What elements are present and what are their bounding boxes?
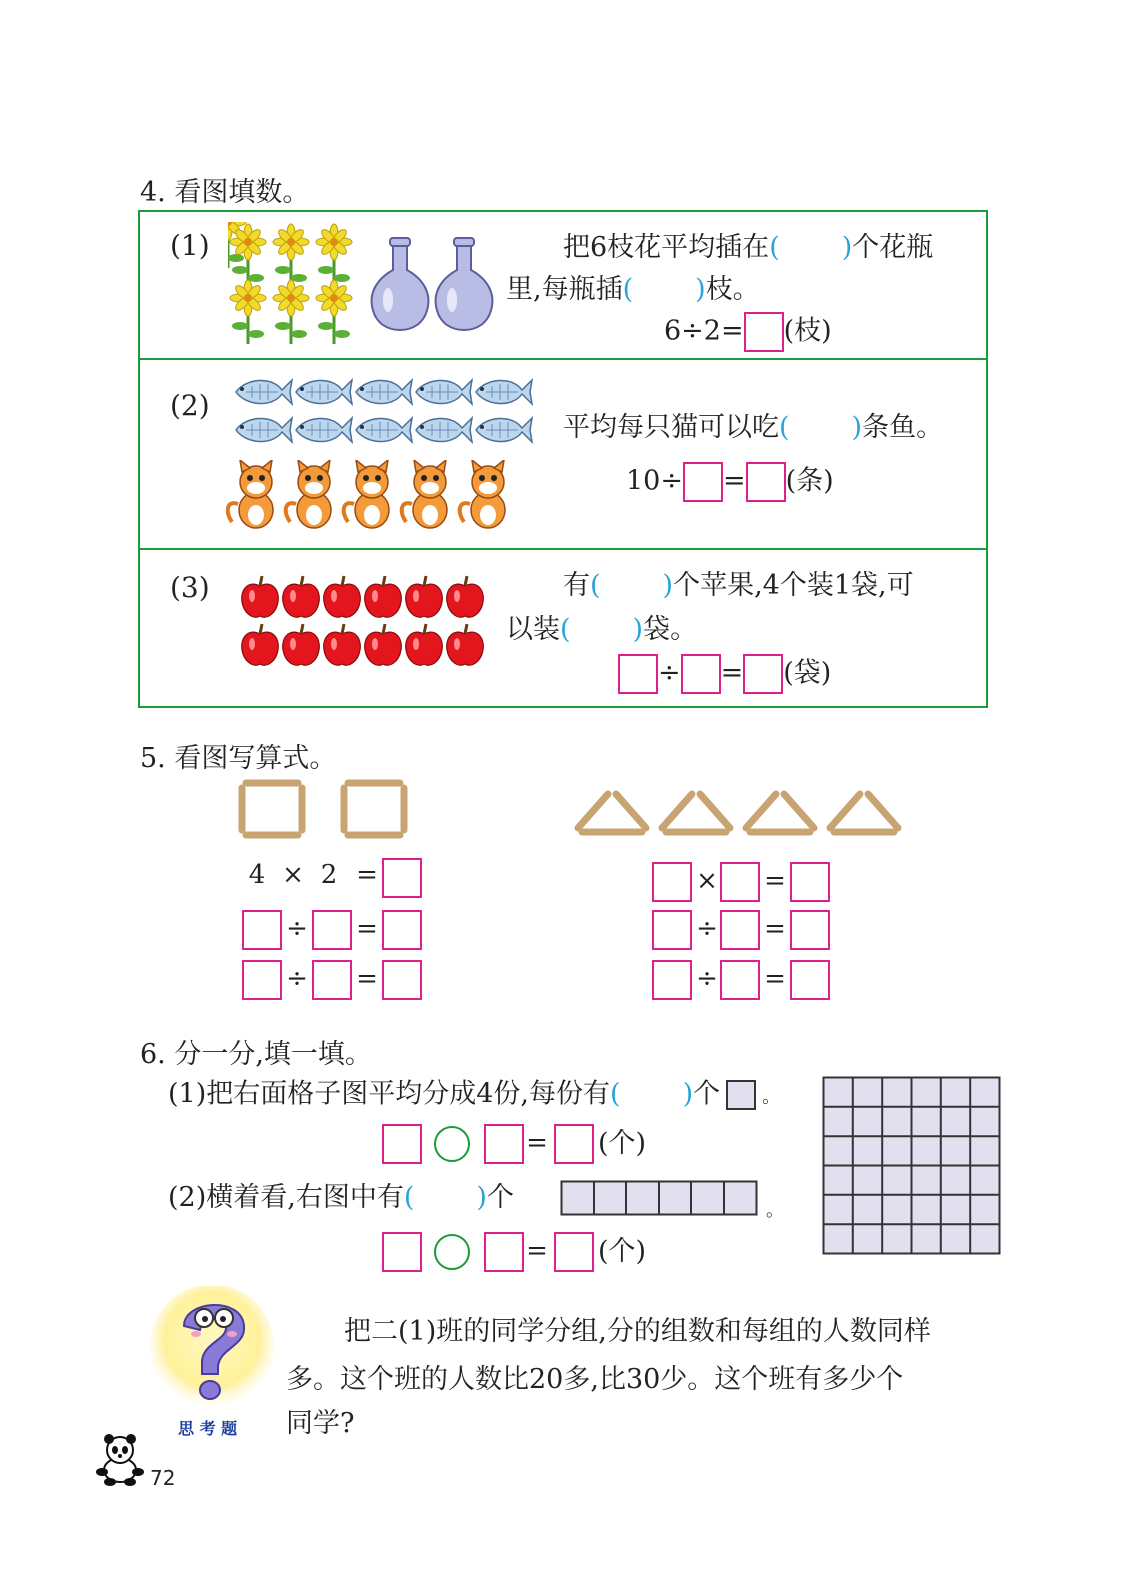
answer-box[interactable] <box>790 960 830 1000</box>
answer-box[interactable] <box>382 858 422 898</box>
answer-box[interactable] <box>382 1124 422 1164</box>
answer-box[interactable] <box>743 654 783 694</box>
q4-title: 4. 看图填数。 <box>140 177 310 208</box>
q5-div-sign: ÷ <box>286 914 308 944</box>
operator-circle[interactable] <box>434 1126 470 1162</box>
answer-box[interactable] <box>652 862 692 902</box>
q5-mul-sign: × <box>696 866 718 896</box>
panda-icon <box>92 1432 148 1486</box>
answer-box[interactable] <box>554 1124 594 1164</box>
answer-box[interactable] <box>242 960 282 1000</box>
q4-p2-number: (2) <box>170 389 210 422</box>
q4-p3-number: (3) <box>170 571 210 604</box>
q5-left-num: 4 <box>248 860 266 890</box>
q4-p3-line2: 以装( )袋。 <box>506 614 698 645</box>
question-mark-mascot-icon <box>150 1286 276 1414</box>
q6-p1-text: (1)把右面格子图平均分成4份,每份有( )个 。 <box>168 1078 781 1110</box>
answer-box[interactable] <box>242 910 282 950</box>
answer-box[interactable] <box>744 312 784 352</box>
q4-p1-number: (1) <box>170 229 210 262</box>
q4-p3-equation: ÷ = (袋) <box>618 654 831 694</box>
q5-eq-sign: = <box>764 914 786 944</box>
answer-box[interactable] <box>382 910 422 950</box>
operator-circle[interactable] <box>434 1234 470 1270</box>
page-number: 72 <box>150 1466 176 1490</box>
answer-box[interactable] <box>790 862 830 902</box>
answer-box[interactable] <box>790 910 830 950</box>
six-by-six-grid-image <box>822 1076 1002 1256</box>
q6-eq-sign: = <box>526 1236 548 1266</box>
q4-p3-line1: 有( )个苹果,4个装1袋,可 <box>563 570 914 601</box>
q5-left-num: 2 <box>320 860 338 890</box>
q5-eq-sign: = <box>356 860 378 890</box>
q6-p2-text: (2)横着看,右图中有( )个 <box>168 1182 514 1213</box>
think-line-3: 同学? <box>286 1408 355 1439</box>
q4-p1-line1: 把6枝花平均插在( )个花瓶 <box>563 232 934 263</box>
row-of-six-squares-image <box>560 1180 760 1218</box>
answer-box[interactable] <box>312 960 352 1000</box>
answer-box[interactable] <box>554 1232 594 1272</box>
flowers-image <box>228 222 358 344</box>
q4-p2-equation: 10÷ = (条) <box>626 462 834 502</box>
think-badge: 思 考 题 <box>178 1419 238 1438</box>
q6-p1-unit: (个) <box>598 1128 647 1159</box>
answer-box[interactable] <box>484 1232 524 1272</box>
table-divider <box>138 358 988 360</box>
q6-title: 6. 分一分,填一填。 <box>140 1039 372 1070</box>
matchstick-triangles-image <box>572 784 902 838</box>
q4-p2-line1: 平均每只猫可以吃( )条鱼。 <box>563 412 944 443</box>
answer-box[interactable] <box>382 1232 422 1272</box>
q4-p1-line2: 里,每瓶插( )枝。 <box>506 274 760 305</box>
q6-p2-period: 。 <box>766 1200 784 1221</box>
q5-left-op: × <box>282 860 304 890</box>
answer-box[interactable] <box>652 910 692 950</box>
q6-p2-unit: (个) <box>598 1236 647 1267</box>
answer-box[interactable] <box>618 654 658 694</box>
answer-box[interactable] <box>720 862 760 902</box>
answer-box[interactable] <box>683 462 723 502</box>
answer-box[interactable] <box>312 910 352 950</box>
q5-eq-sign: = <box>356 964 378 994</box>
q6-eq-sign: = <box>526 1128 548 1158</box>
apples-image <box>240 574 486 670</box>
q5-eq-sign: = <box>764 964 786 994</box>
cats-image <box>226 460 538 532</box>
answer-box[interactable] <box>382 960 422 1000</box>
q5-eq-sign: = <box>356 914 378 944</box>
think-line-1: 把二(1)班的同学分组,分的组数和每组的人数同样 <box>344 1316 931 1347</box>
answer-box[interactable] <box>652 960 692 1000</box>
q5-div-sign: ÷ <box>696 964 718 994</box>
answer-box[interactable] <box>484 1124 524 1164</box>
answer-box[interactable] <box>720 960 760 1000</box>
table-divider <box>138 548 988 550</box>
q5-title: 5. 看图写算式。 <box>140 743 337 774</box>
fish-image <box>232 374 538 450</box>
q5-eq-sign: = <box>764 866 786 896</box>
q4-p1-equation: 6÷2= (枝) <box>664 312 832 352</box>
matchstick-squares-image <box>236 778 416 840</box>
answer-box[interactable] <box>681 654 721 694</box>
think-line-2: 多。这个班的人数比20多,比30少。这个班有多少个 <box>286 1364 904 1395</box>
q5-div-sign: ÷ <box>286 964 308 994</box>
answer-box[interactable] <box>746 462 786 502</box>
q5-div-sign: ÷ <box>696 914 718 944</box>
answer-box[interactable] <box>720 910 760 950</box>
unit-square-icon <box>726 1080 756 1110</box>
vases-image <box>370 236 496 332</box>
